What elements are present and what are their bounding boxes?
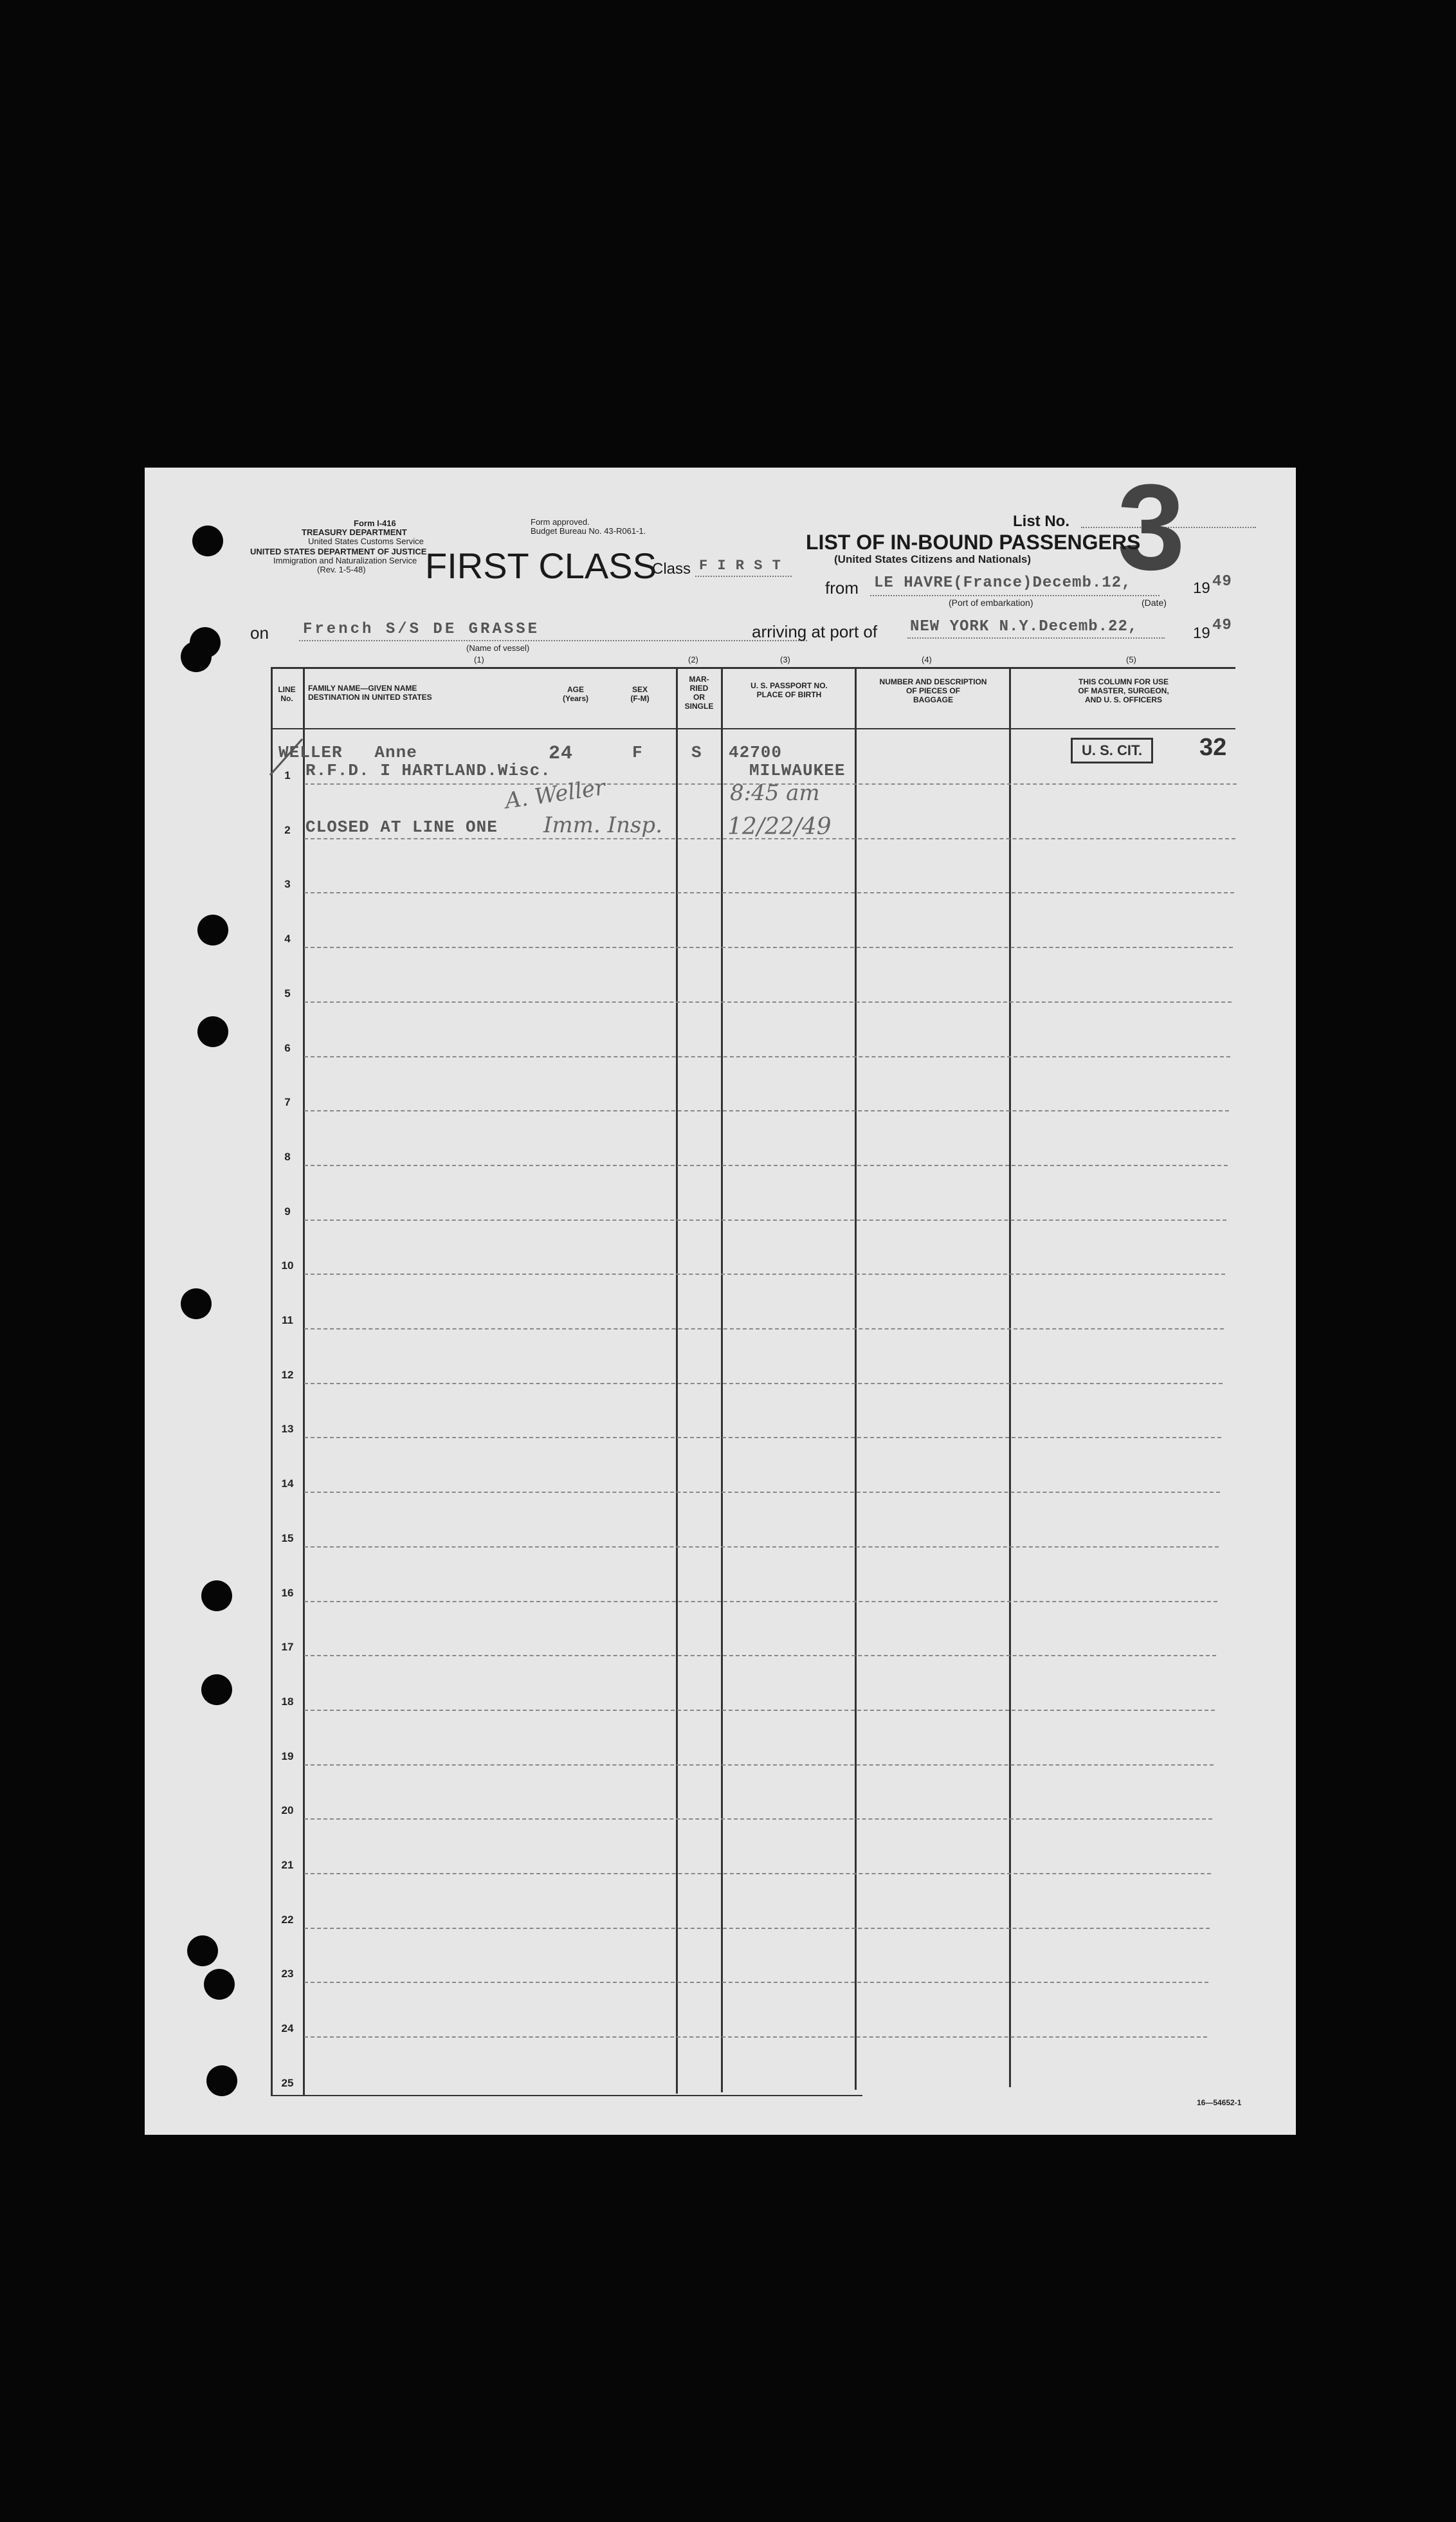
from-year-prefix: 19	[1193, 580, 1210, 597]
line-number: 21	[281, 1859, 294, 1871]
line-number: 15	[281, 1531, 294, 1544]
row-separator	[304, 1328, 1224, 1330]
row-separator	[304, 1165, 1228, 1166]
row-separator	[304, 1274, 1225, 1275]
vessel-label: (Name of vessel)	[466, 643, 530, 653]
arrival-year: 49	[1212, 617, 1232, 634]
punch-hole	[201, 1674, 232, 1705]
date-label: (Date)	[1142, 598, 1167, 608]
line-number: 14	[281, 1477, 294, 1490]
col-num-4: (4)	[922, 655, 932, 664]
line-number: 5	[284, 987, 291, 1000]
row-separator	[304, 1764, 1214, 1766]
line-number: 6	[284, 1041, 291, 1054]
row-separator	[304, 1001, 1232, 1003]
col-num-2: (2)	[688, 655, 698, 664]
punch-hole	[197, 1016, 228, 1047]
line-number: 23	[281, 1968, 294, 1980]
passport-number: 42700	[729, 743, 783, 762]
handwritten-date: 12/22/49	[727, 814, 832, 840]
passenger-married: S	[691, 743, 702, 762]
header-baggage: NUMBER AND DESCRIPTION OF PIECES OF BAGGAGE	[879, 677, 987, 704]
line-number: 13	[281, 1423, 294, 1436]
on-label: on	[250, 623, 269, 643]
punch-hole	[187, 1935, 218, 1966]
row-separator	[304, 1220, 1226, 1221]
list-no-value: 3	[1117, 459, 1185, 596]
line-number: 1	[284, 769, 291, 781]
row-separator	[304, 1982, 1208, 1983]
passenger-destination: R.F.D. I HARTLAND.Wisc.	[305, 761, 551, 780]
closed-at-line-note: CLOSED AT LINE ONE	[305, 818, 498, 837]
punch-hole	[206, 2065, 237, 2096]
place-of-birth: MILWAUKEE	[749, 761, 846, 780]
arrival-year-prefix: 19	[1193, 625, 1210, 642]
col-num-1: (1)	[474, 655, 484, 664]
punch-hole	[192, 525, 223, 556]
line-number: 17	[281, 1641, 294, 1654]
customs-label: United States Customs Service	[308, 536, 424, 546]
port-embark-label: (Port of embarkation)	[949, 598, 1033, 608]
rev-label: (Rev. 1-5-48)	[317, 565, 366, 574]
row-separator	[304, 1873, 1211, 1874]
list-subtitle: (United States Citizens and Nationals)	[834, 553, 1032, 565]
row-count-number: 32	[1199, 734, 1227, 761]
table-left-border	[271, 667, 273, 2096]
line-number: 25	[281, 2076, 294, 2089]
header-married: MAR- RIED OR SINGLE	[684, 675, 714, 711]
approved-label: Form approved.	[531, 517, 590, 527]
budget-label: Budget Bureau No. 43-R061-1.	[531, 526, 646, 536]
form-number: Form I-416	[354, 518, 396, 528]
col-num-5: (5)	[1126, 655, 1136, 664]
line-number: 10	[281, 1259, 294, 1272]
punch-hole	[197, 915, 228, 946]
header-line-no: LINE No.	[278, 685, 296, 703]
header-sex: SEX (F-M)	[630, 685, 650, 703]
row-separator	[304, 1546, 1219, 1548]
treasury-label: TREASURY DEPARTMENT	[302, 527, 407, 537]
row-separator	[304, 1110, 1229, 1111]
line-number: 9	[284, 1205, 291, 1218]
line-number: 19	[281, 1750, 294, 1762]
class-label: Class	[652, 560, 691, 578]
row-separator	[304, 1655, 1216, 1656]
passenger-sex: F	[632, 743, 643, 762]
header-passport: U. S. PASSPORT NO. PLACE OF BIRTH	[751, 681, 828, 699]
handwritten-signature: A. Weller	[503, 774, 607, 814]
form-code: 16—54652-1	[1197, 2098, 1242, 2107]
first-class-stamp: FIRST CLASS	[425, 545, 657, 586]
line-number: 20	[281, 1804, 294, 1817]
row-separator	[304, 1056, 1230, 1057]
punch-hole	[181, 1288, 212, 1319]
row-separator	[304, 1710, 1215, 1711]
row-separator	[304, 947, 1233, 948]
row-separator	[304, 1492, 1220, 1493]
table-top-border	[271, 667, 1235, 669]
handwritten-initials: Imm. Insp.	[543, 812, 662, 838]
header-name-destination: FAMILY NAME—GIVEN NAME DESTINATION IN UNITED STATES	[308, 684, 432, 702]
line-number: 16	[281, 1586, 294, 1599]
line-number: 3	[284, 878, 291, 891]
from-label: from	[825, 578, 859, 598]
us-citizen-stamp: U. S. CIT.	[1071, 738, 1153, 763]
row-separator	[304, 1437, 1221, 1438]
header-age: AGE (Years)	[562, 685, 589, 703]
row-separator	[304, 1928, 1210, 1929]
arriving-label: arriving at port of	[752, 622, 878, 641]
punch-hole	[181, 641, 212, 672]
row-separator	[304, 892, 1234, 893]
punch-hole	[201, 1580, 232, 1611]
list-title: LIST OF IN-BOUND PASSENGERS	[806, 531, 1141, 554]
header-officers: THIS COLUMN FOR USE OF MASTER, SURGEON, AND U. S. OFFICERS	[1078, 677, 1169, 704]
list-no-label: List No.	[1013, 513, 1069, 530]
line-number: 7	[284, 1096, 291, 1109]
vessel-name: French S/S DE GRASSE	[303, 621, 540, 638]
line-number: 2	[284, 823, 291, 836]
table-header-border	[271, 728, 1235, 729]
table-bottom-border	[271, 2095, 862, 2096]
row-separator	[304, 1818, 1212, 1820]
passenger-age: 24	[549, 743, 574, 765]
punch-hole	[204, 1969, 235, 2000]
line-number: 11	[282, 1314, 293, 1326]
from-year: 49	[1212, 573, 1232, 590]
line-number: 12	[281, 1368, 294, 1381]
line-number: 24	[281, 2022, 294, 2035]
row-separator	[304, 2036, 1207, 2038]
col-num-3: (3)	[780, 655, 790, 664]
cancel-mark	[267, 735, 305, 780]
line-number: 18	[281, 1695, 294, 1708]
handwritten-time: 8:45 am	[730, 780, 820, 806]
justice-label: UNITED STATES DEPARTMENT OF JUSTICE	[250, 547, 427, 556]
passenger-name: WELLER Anne	[278, 743, 417, 762]
ins-label: Immigration and Naturalization Service	[273, 556, 417, 565]
line-number: 4	[284, 933, 291, 946]
line-number: 22	[281, 1913, 294, 1926]
row-separator	[304, 1383, 1223, 1384]
line-number: 8	[284, 1150, 291, 1163]
from-value: LE HAVRE(France)Decemb.12,	[874, 574, 1132, 592]
class-value: F I R S T	[699, 558, 781, 574]
arrival-value: NEW YORK N.Y.Decemb.22,	[910, 618, 1138, 635]
manifest-sheet	[145, 459, 1296, 2135]
row-separator	[304, 1601, 1217, 1602]
